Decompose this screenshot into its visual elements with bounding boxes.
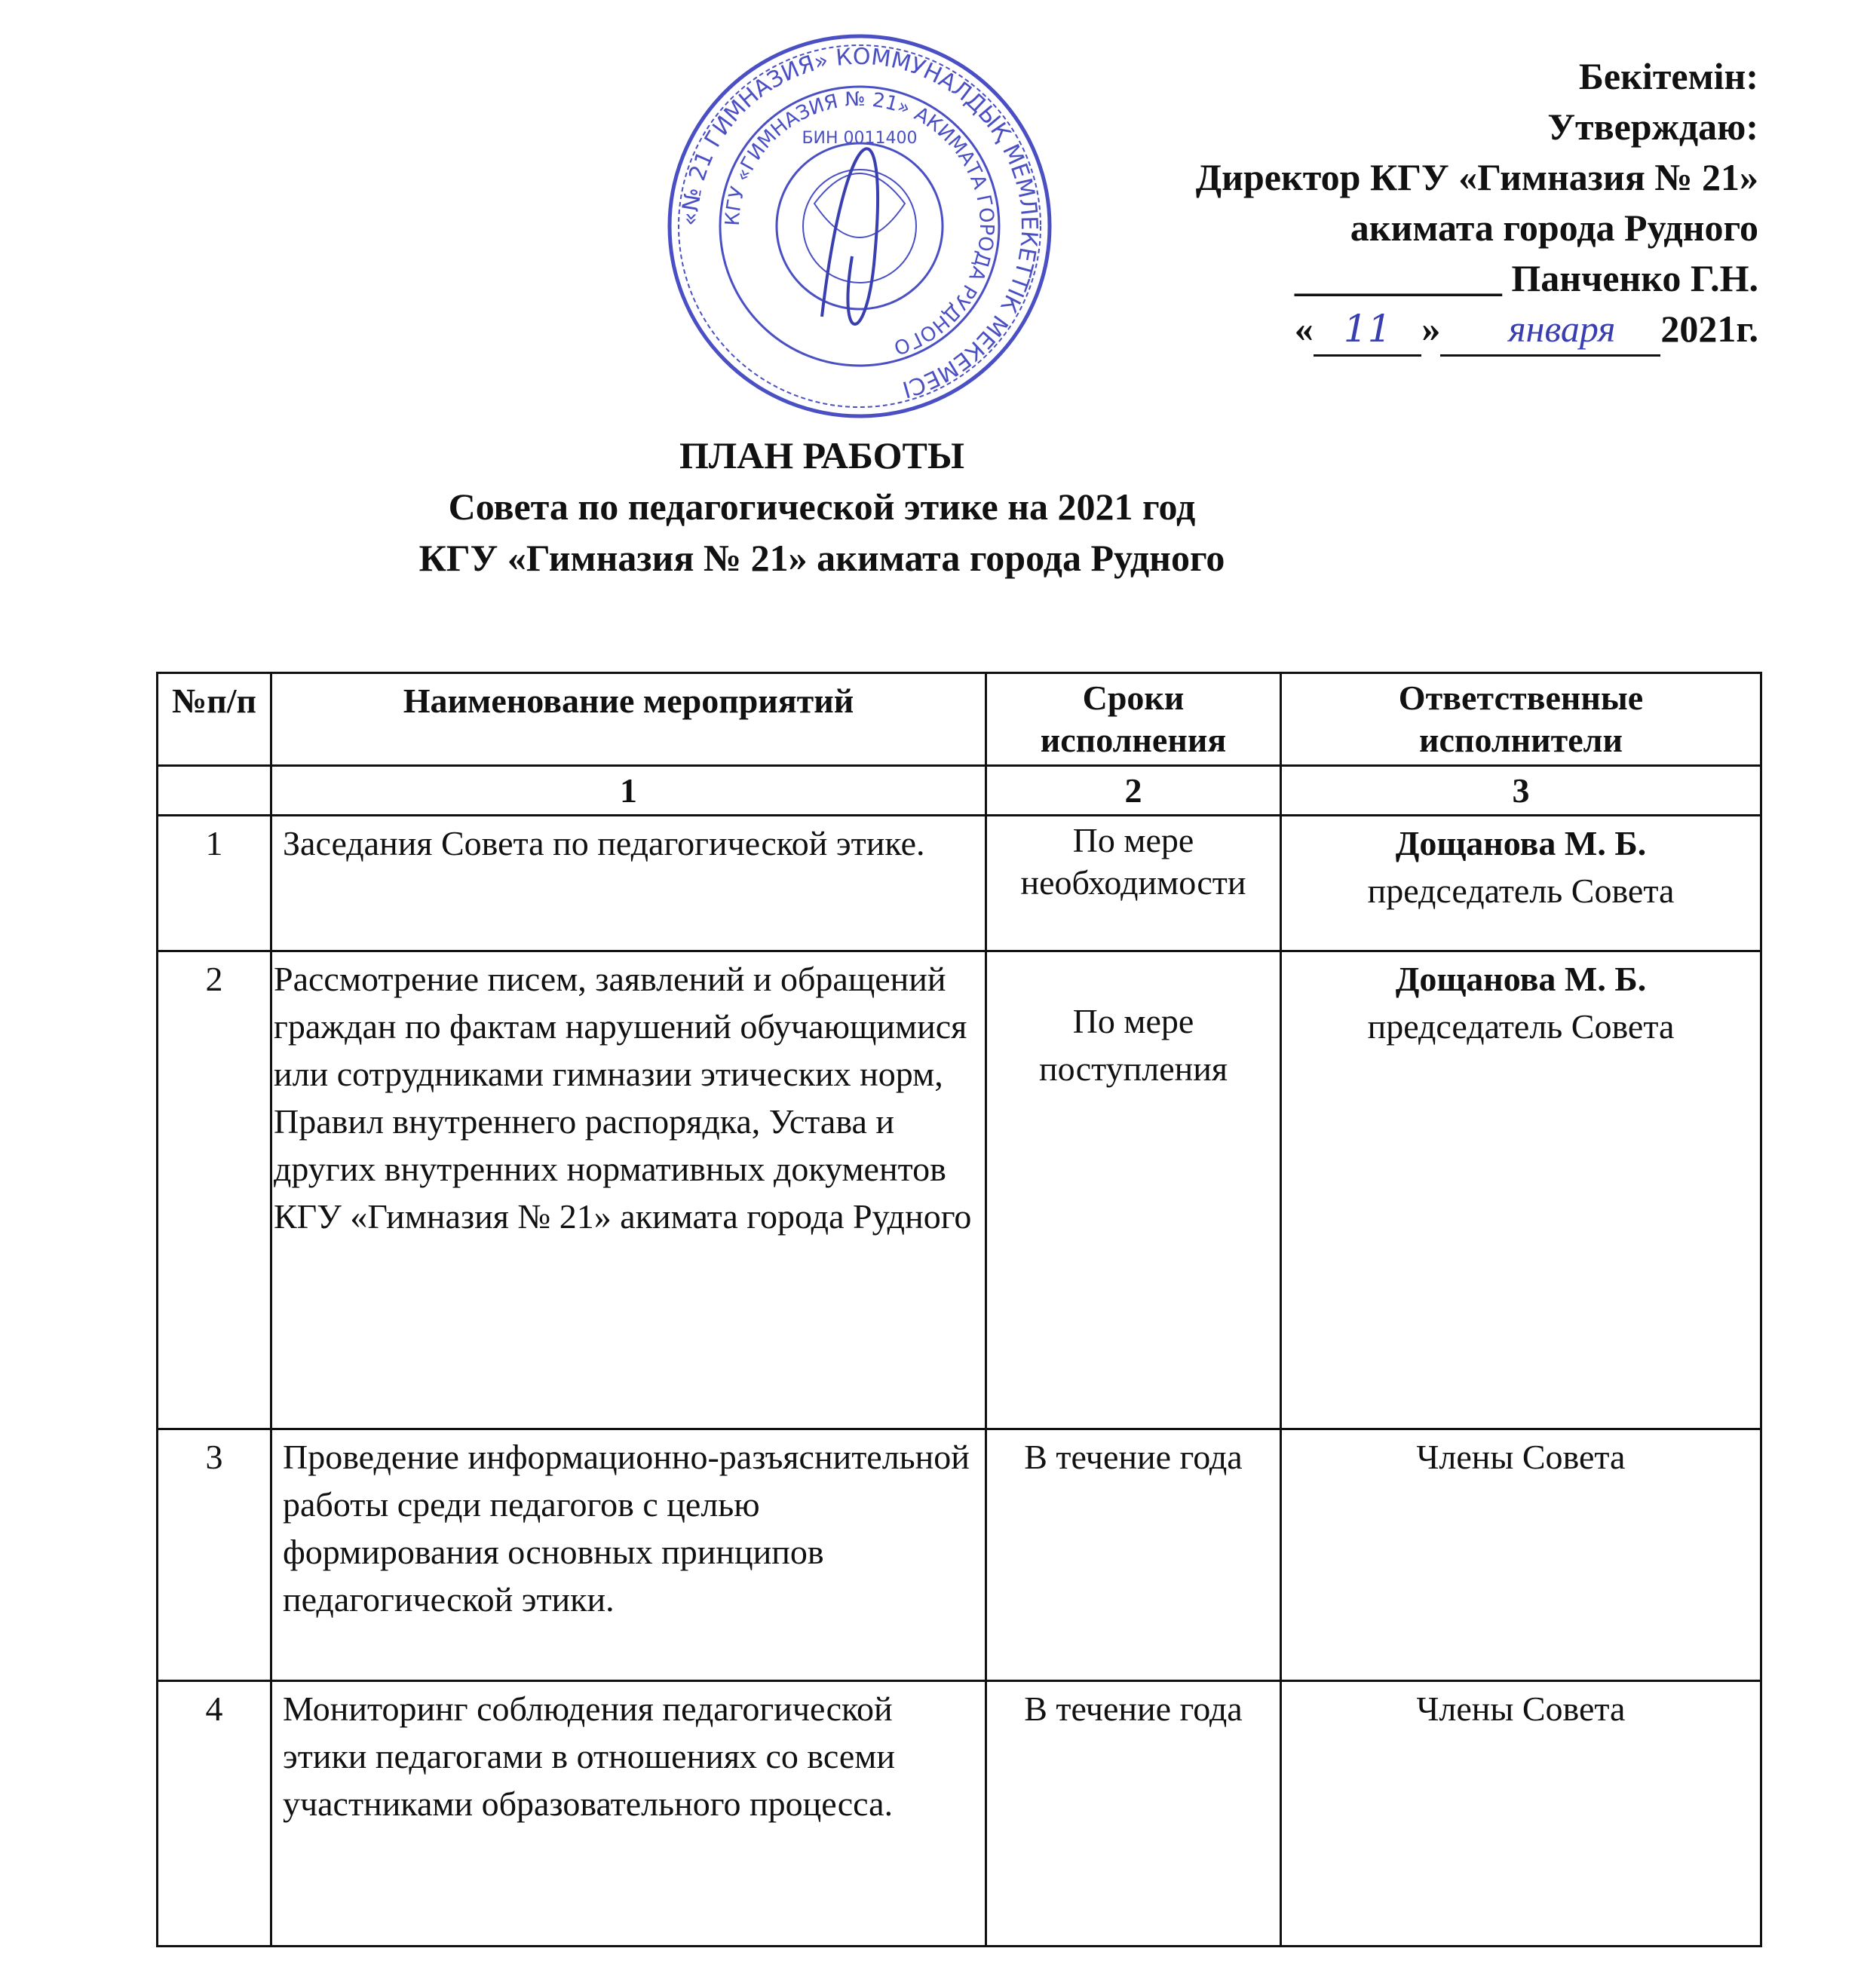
approval-block bbox=[1196, 51, 1758, 357]
table-row: 1 Заседания Совета по педагогической этике. По мере необходимости Дощанова М. Б. председатель Совета bbox=[158, 816, 1761, 951]
signature-mark bbox=[822, 149, 878, 324]
official-stamp bbox=[664, 30, 1056, 422]
date-year: 2021г. bbox=[1660, 308, 1758, 350]
header-name: Наименование мероприятий bbox=[271, 673, 986, 766]
svg-text:КГУ «ГИМНАЗИЯ № 21» АКИМАТА ГО: КГУ «ГИМНАЗИЯ № 21» АКИМАТА ГОРОДА РУДНОГО bbox=[721, 87, 998, 359]
approval-signature-line bbox=[1196, 253, 1758, 304]
approval-position: Директор КГУ «Гимназия № 21» bbox=[1195, 156, 1758, 198]
table-row: 2 Рассмотрение писем, заявлений и обращений граждан по фактам нарушений обучающимися или сотрудниками гимназии этических норм, Правил внутреннего распорядка, Устава и других внутренних нормативных документов КГУ «Гимназия № 21» акимата города Рудного По мере поступления Дощанова М. Б. председатель Совета bbox=[158, 951, 1761, 1429]
header-num: №п/п bbox=[158, 673, 271, 766]
date-day: 11 bbox=[1314, 304, 1422, 357]
title-org: КГУ «Гимназия № 21» акимата города Рудного bbox=[418, 537, 1225, 579]
title-subtitle: Совета по педагогической этике на 2021 год bbox=[448, 486, 1196, 528]
approval-kz: Бекітемін: bbox=[1578, 55, 1758, 97]
table-row: 3 Проведение информационно-разъяснительной работы среди педагогов с целью формирования основных принципов педагогической этики. В течение года Члены Совета bbox=[158, 1429, 1761, 1681]
signature-blank: ___________ bbox=[1294, 257, 1502, 299]
header-row bbox=[158, 673, 1761, 766]
svg-text:БИН 0011400: БИН 0011400 bbox=[802, 129, 918, 148]
svg-text:«№ 21 ГИМНАЗИЯ» КОММУНАЛДЫҚ МЕ: «№ 21 ГИМНАЗИЯ» КОММУНАЛДЫҚ МЕМЛЕКЕТТІК МЕКЕМЕСІ bbox=[676, 43, 1043, 403]
director-name: Панченко Г.Н. bbox=[1511, 257, 1758, 299]
column-number-row: 1 2 3 bbox=[158, 766, 1761, 816]
header-resp: Ответственные исполнители bbox=[1281, 673, 1761, 766]
approval-ru: Утверждаю: bbox=[1547, 106, 1758, 148]
title-main: ПЛАН РАБОТЫ bbox=[679, 434, 964, 476]
approval-org: акимата города Рудного bbox=[1350, 207, 1758, 249]
plan-table bbox=[156, 672, 1762, 1947]
approval-date: « 11 » января 2021г. bbox=[1196, 304, 1758, 357]
date-month: января bbox=[1440, 304, 1660, 357]
table-row: 4 Мониторинг соблюдения педагогической этики педагогами в отношениях со всеми участниками образовательного процесса. В течение года Члены Совета bbox=[158, 1681, 1761, 1947]
document-title bbox=[0, 430, 1644, 584]
header-term: Сроки исполнения bbox=[986, 673, 1281, 766]
